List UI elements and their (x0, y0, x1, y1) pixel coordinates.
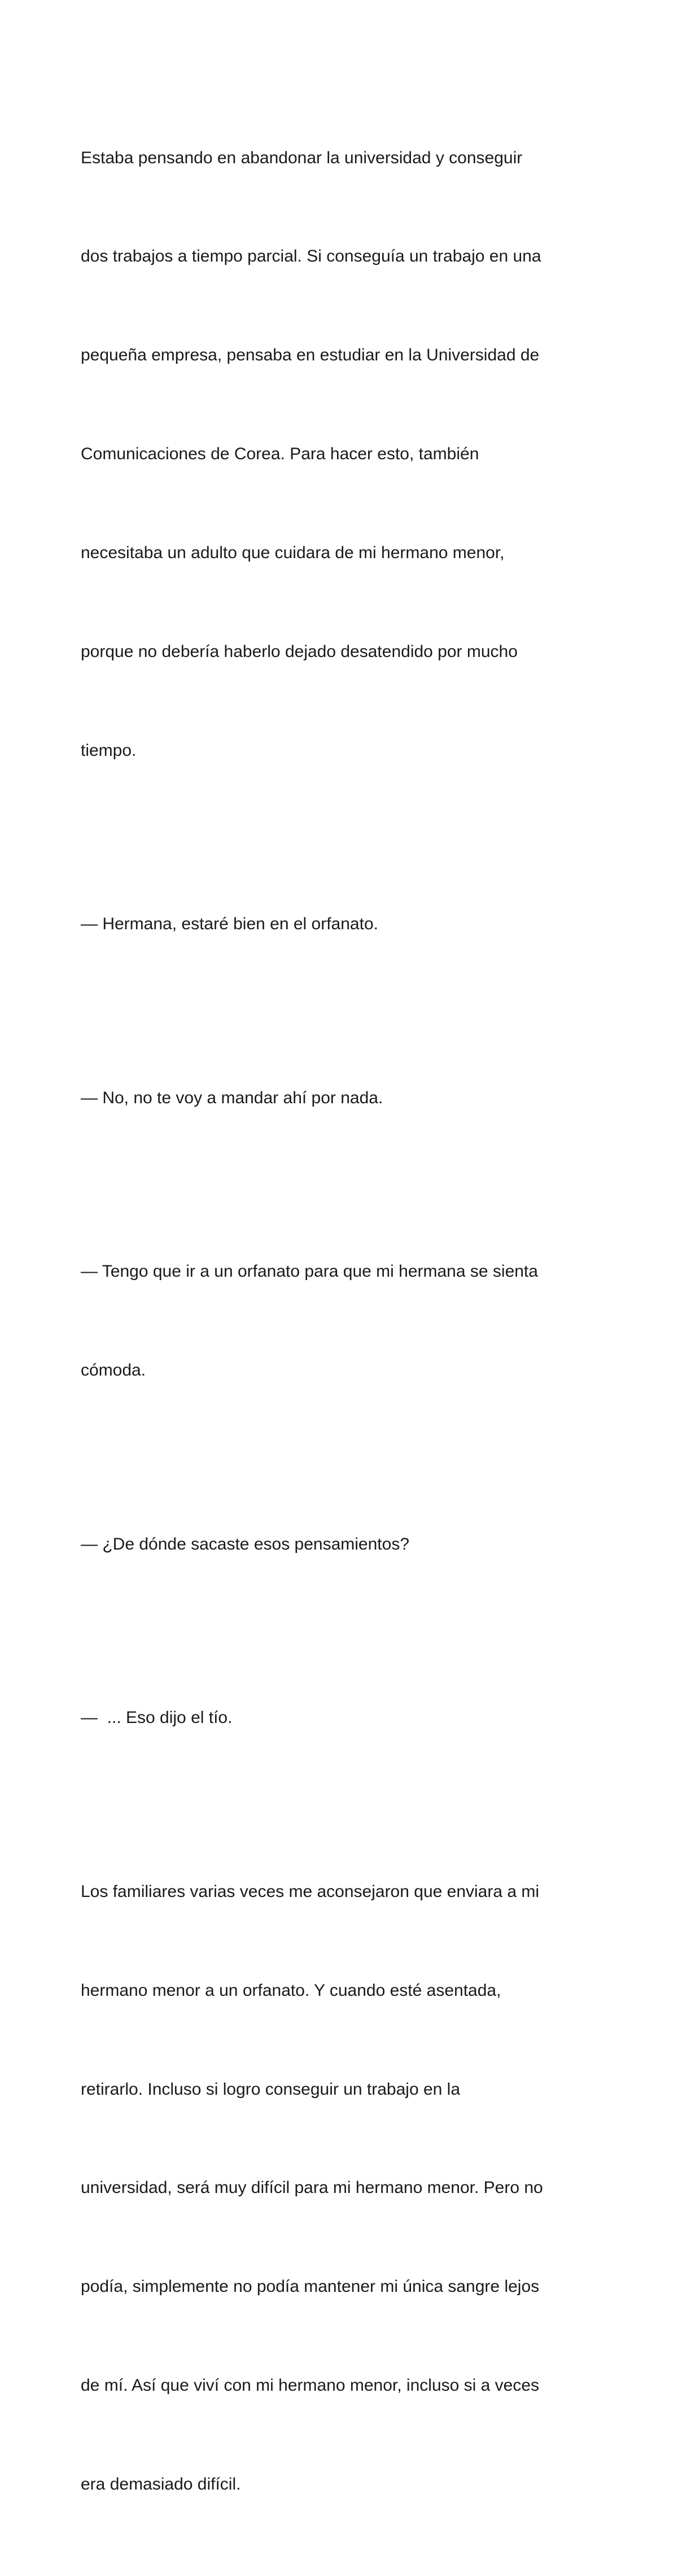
paragraph-line: era demasiado difícil. (81, 2475, 241, 2494)
paragraph-line: dos trabajos a tiempo parcial. Si conseguía un trabajo en una (81, 247, 541, 266)
paragraph-line: necesitaba un adulto que cuidara de mi hermano menor, (81, 543, 505, 563)
paragraph-line: hermano menor a un orfanato. Y cuando esté asentada, (81, 1981, 501, 2000)
paragraph-line: Los familiares varias veces me aconsejaron que enviara a mi (81, 1882, 540, 1901)
paragraph-2 (81, 1809, 611, 2567)
dialogue-line-3 (81, 1190, 611, 1453)
paragraph-line: tiempo. (81, 741, 137, 760)
dialogue-text: — ¿De dónde sacaste esos pensamientos? (81, 1534, 409, 1554)
paragraph-1 (81, 76, 611, 833)
paragraph-line: Estaba pensando en abandonar la universidad y conseguir (81, 148, 523, 167)
paragraph-line: podía, simplemente no podía mantener mi única sangre lejos (81, 2277, 540, 2296)
paragraph-line: Comunicaciones de Corea. Para hacer esto, también (81, 445, 479, 464)
dialogue-text: — ... Eso dijo el tío. (81, 1708, 233, 1728)
dialogue-text: — Tengo que ir a un orfanato para que mi hermana se sienta (81, 1262, 538, 1281)
dialogue-line-1 (81, 842, 611, 1007)
paragraph-line: retirarlo. Incluso si logro conseguir un trabajo en la (81, 2079, 461, 2099)
paragraph-line: de mí. Así que viví con mi hermano menor, incluso si a veces (81, 2376, 540, 2395)
paragraph-line: pequeña empresa, pensaba en estudiar en la Universidad de (81, 346, 540, 365)
document-body (81, 76, 611, 2576)
paragraph-line: universidad, será muy difícil para mi hermano menor. Pero no (81, 2178, 543, 2198)
dialogue-text: — Hermana, estaré bien en el orfanato. (81, 915, 378, 934)
dialogue-line-2 (81, 1016, 611, 1180)
dialogue-text: cómoda. (81, 1361, 146, 1380)
paragraph-line: porque no debería haberlo dejado desatendido por mucho (81, 642, 518, 662)
dialogue-text: — No, no te voy a mandar ahí por nada. (81, 1088, 383, 1107)
dialogue-line-5 (81, 1636, 611, 1800)
dialogue-line-4 (81, 1462, 611, 1626)
